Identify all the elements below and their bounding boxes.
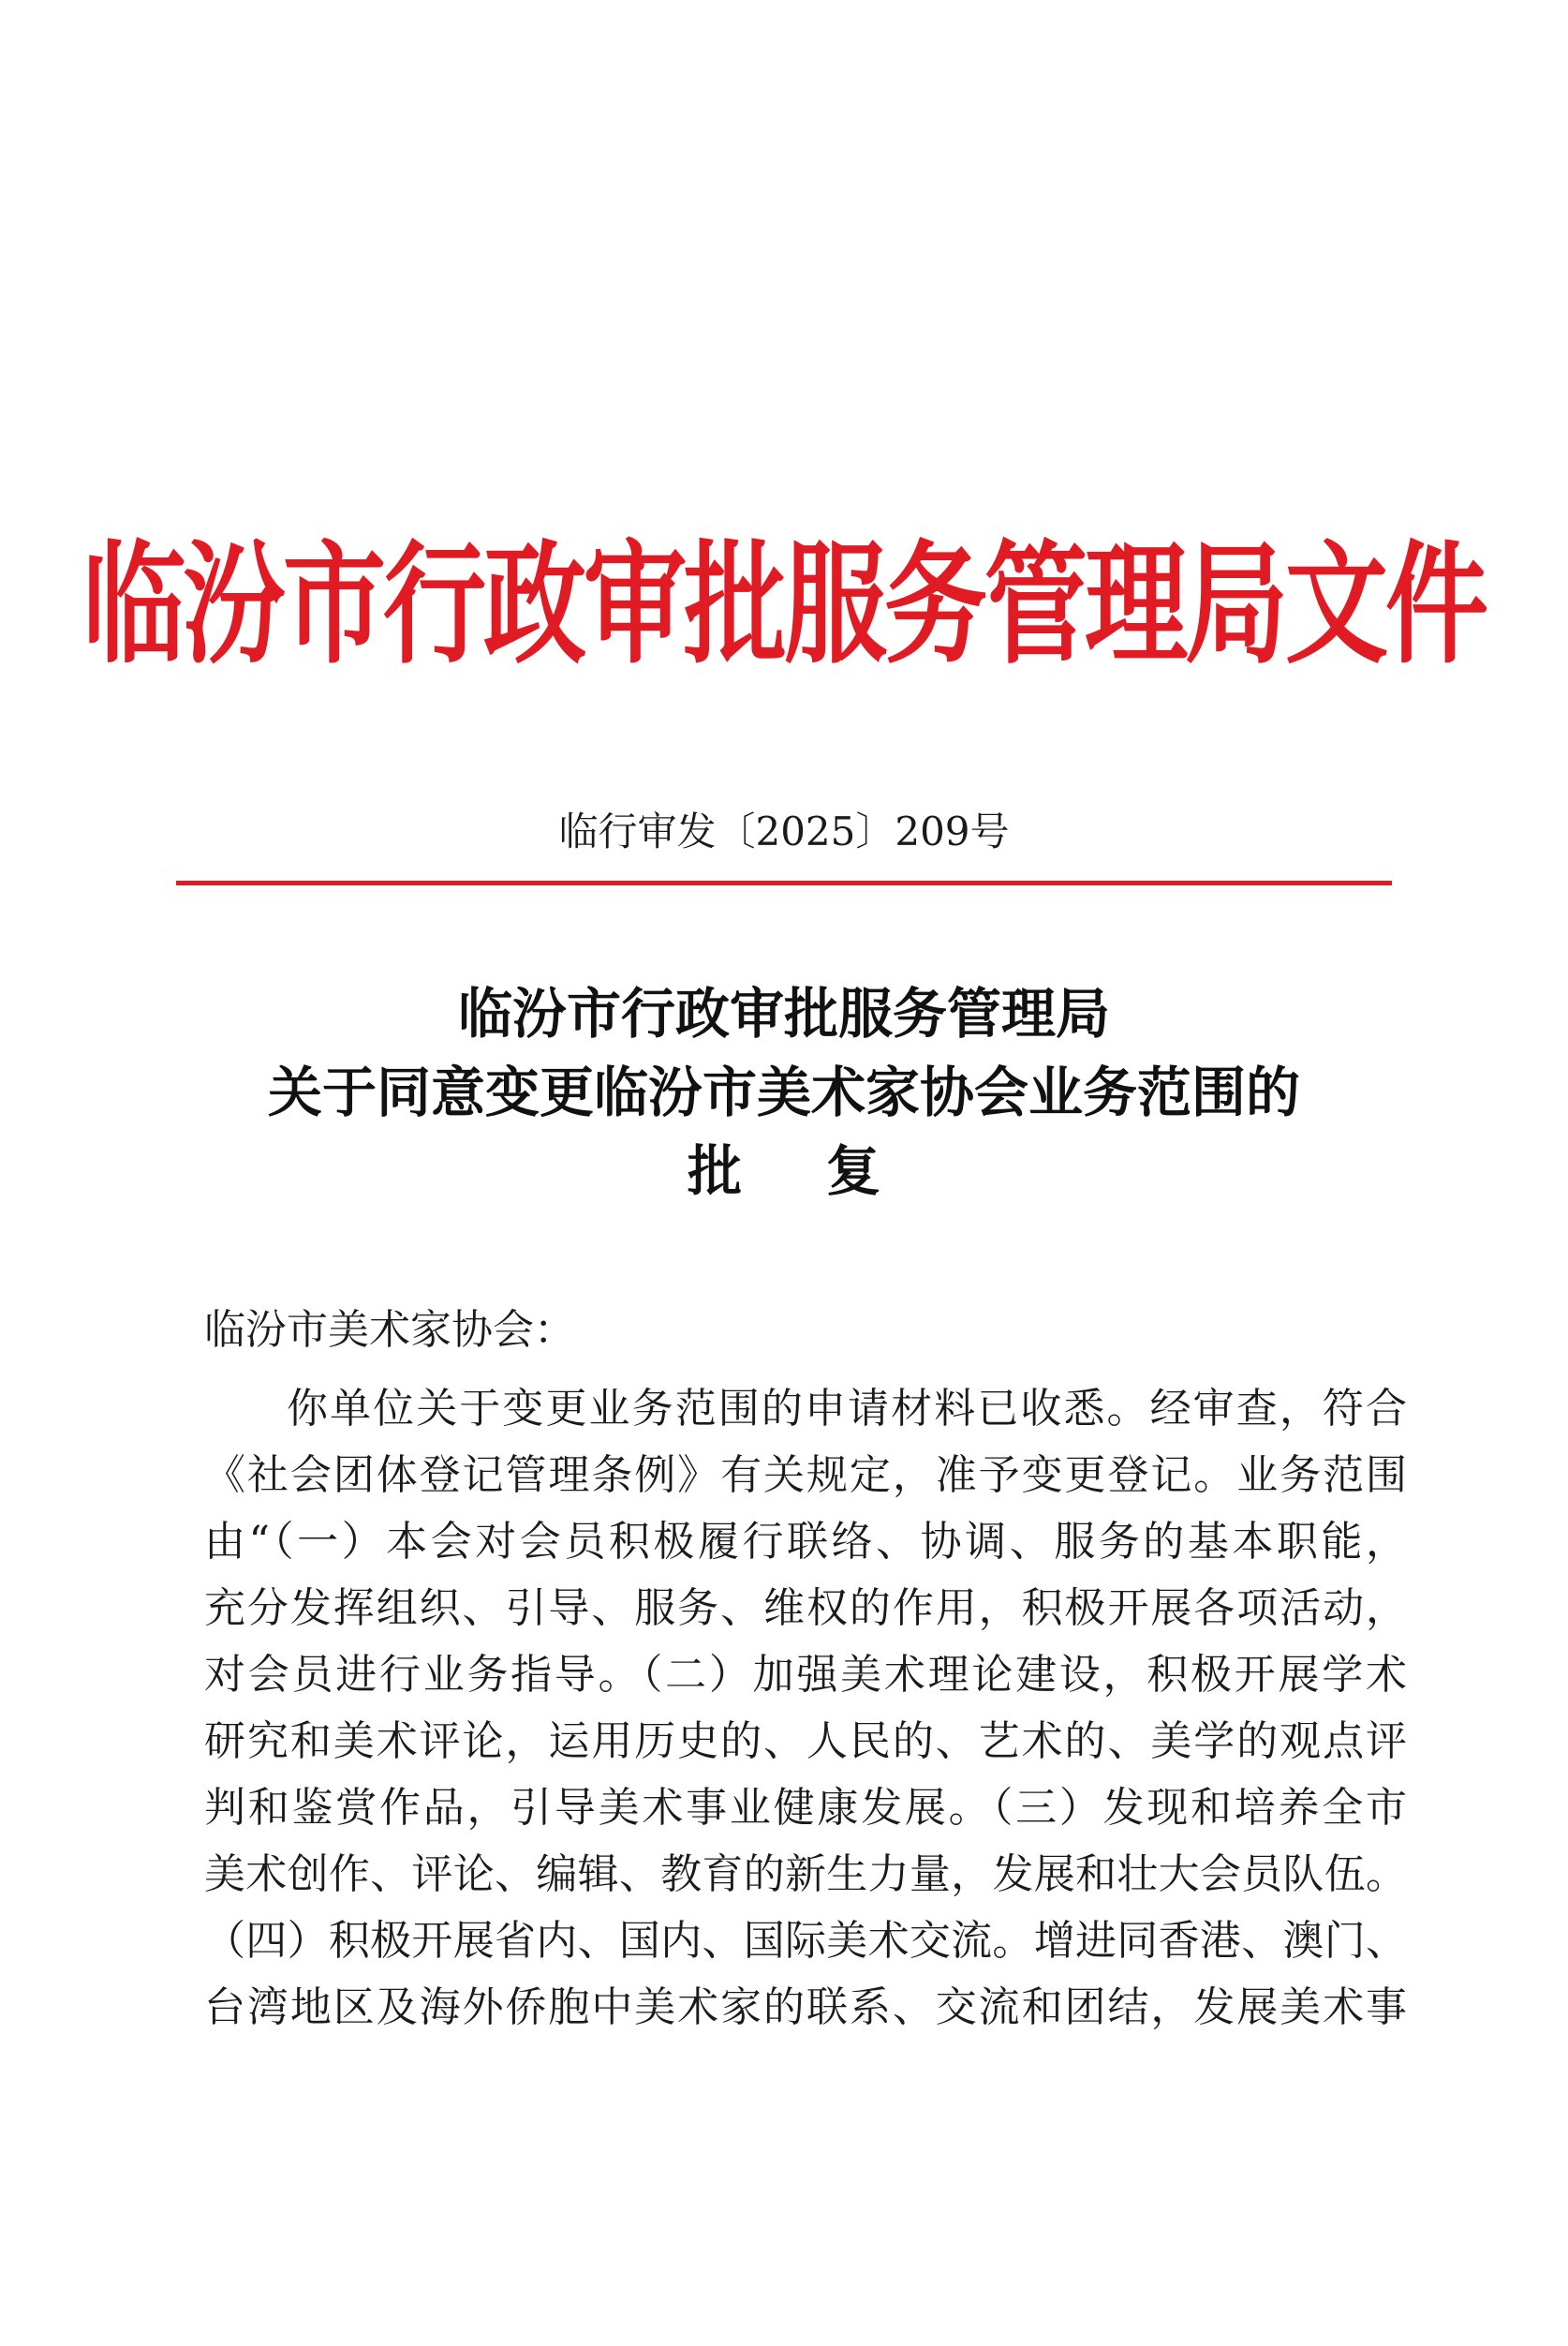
body-text	[204, 1375, 1407, 2041]
issuer-heading: 临汾市行政审批服务管理局文件	[82, 527, 1486, 682]
body-line: 研究和美术评论，运用历史的、人民的、艺术的、美学的观点评	[204, 1717, 1407, 1765]
body-line: 《社会团体登记管理条例》有关规定，准予变更登记。业务范围	[204, 1451, 1407, 1499]
body-line: 你单位关于变更业务范围的申请材料已收悉。经审查，符合	[287, 1385, 1407, 1433]
red-divider-line	[176, 881, 1392, 885]
body-line: 美术创作、评论、编辑、教育的新生力量，发展和壮大会员队伍。	[204, 1850, 1407, 1898]
body-line: 判和鉴赏作品，引导美术事业健康发展。（三）发现和培养全市	[204, 1784, 1407, 1832]
body-line: 由“（一）本会对会员积极履行联络、协调、服务的基本职能，	[204, 1518, 1407, 1566]
document-number: 临行审发〔2025〕209号	[558, 809, 1010, 854]
addressee: 临汾市美术家协会：	[204, 1306, 575, 1354]
title-line-3: 批复	[687, 1139, 965, 1203]
body-line: 对会员进行业务指导。（二）加强美术理论建设，积极开展学术	[204, 1651, 1407, 1699]
document-title	[0, 974, 1568, 1210]
body-line: （四）积极开展省内、国内、国际美术交流。增进同香港、澳门、	[204, 1917, 1407, 1965]
title-line-2: 关于同意变更临汾市美术家协会业务范围的	[267, 1061, 1300, 1124]
body-line: 充分发挥组织、引导、服务、维权的作用，积极开展各项活动，	[204, 1584, 1407, 1632]
title-line-1: 临汾市行政审批服务管理局	[457, 982, 1110, 1046]
body-line: 台湾地区及海外侨胞中美术家的联系、交流和团结，发展美术事	[204, 1983, 1407, 2031]
